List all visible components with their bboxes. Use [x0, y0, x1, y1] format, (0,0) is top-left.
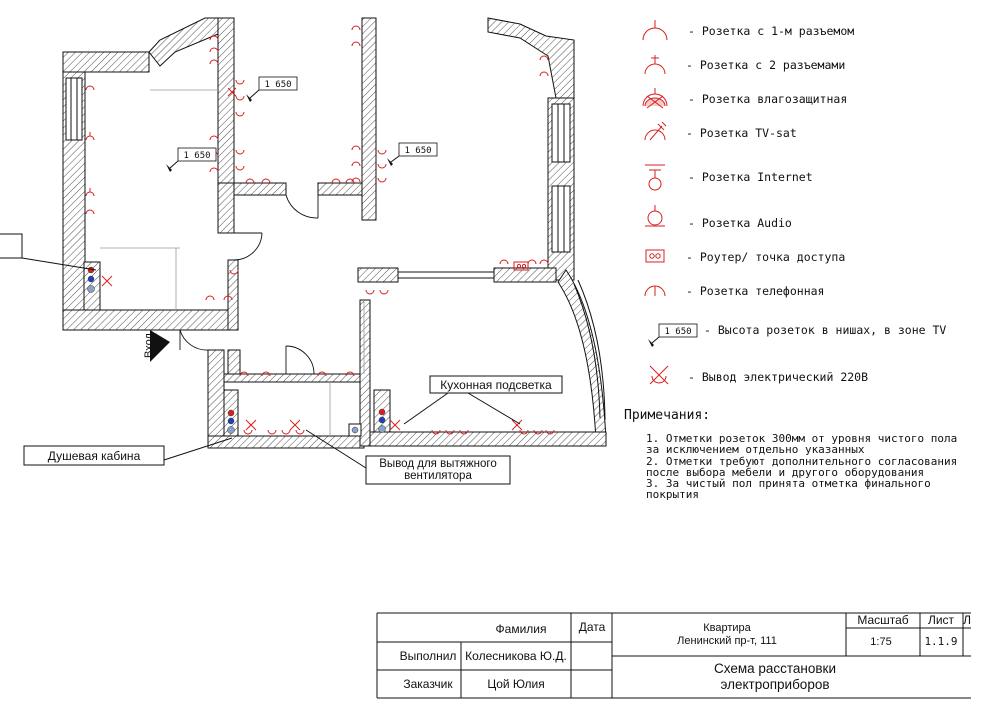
sheets-label: Л: [963, 613, 971, 627]
row-performed-label: Выполнил: [399, 649, 457, 663]
height-tag-2-text: 1 650: [183, 151, 211, 161]
notes-line-1: 1. Отметки розеток 300мм от уровня чистого пола: [646, 432, 958, 445]
socket-markers: [86, 26, 554, 434]
floor-plan: [0, 18, 606, 484]
title-block-text: [400, 613, 971, 692]
entrance-marker: [143, 330, 170, 362]
socket-audio-icon: [645, 205, 665, 226]
kitchen-light-callout-text: Кухонная подсветка: [440, 378, 552, 392]
row-customer-name: Цой Юлия: [487, 677, 545, 691]
height-tag-3-text: 1 650: [404, 146, 432, 156]
socket-phone-icon: [645, 286, 665, 296]
legend: [643, 20, 946, 384]
socket-single-icon: [643, 20, 667, 40]
legend-item-7: - Роутер/ точка доступа: [686, 250, 846, 264]
height-tag-1-text: 1 650: [264, 80, 292, 90]
object-line-1: Квартира: [703, 622, 751, 634]
entrance-label: Вход: [143, 333, 155, 358]
legend-item-3: - Розетка влагозащитная: [688, 92, 848, 106]
socket-double-icon: [645, 55, 665, 74]
notes-line-5: 3. За чистый пол принята отметка финального: [646, 477, 931, 490]
shower-callout: [24, 438, 232, 465]
legend-item-2: - Розетка с 2 разъемами: [686, 58, 846, 72]
legend-item-8: - Розетка телефонная: [686, 284, 825, 298]
row-customer-label: Заказчик: [403, 677, 453, 691]
legend-height-tag-text: 1 650: [664, 327, 692, 337]
notes-line-3: 2. Отметки требуют дополнительного согласования: [646, 455, 958, 468]
ventilator-callout-line1: Вывод для вытяжного: [379, 458, 497, 470]
notes-line-6: покрытия: [646, 488, 699, 501]
scale-value: 1:75: [870, 636, 892, 648]
legend-item-9: - Высота розеток в нишах, в зоне TV: [704, 323, 947, 337]
drawing-line-1: Схема расстановки: [713, 661, 837, 676]
legend-item-4: - Розетка TV-sat: [686, 126, 797, 140]
notes-title: Примечания:: [624, 408, 711, 423]
row-performed-name: Колесникова Ю.Д.: [465, 649, 567, 663]
sheet-label: Лист: [927, 613, 955, 627]
doors: [180, 195, 318, 374]
socket-height-icon: [648, 324, 697, 347]
height-tag-2: [166, 148, 216, 172]
socket-waterproof-icon: [643, 88, 667, 108]
height-tag-3: [387, 143, 437, 166]
legend-item-1: - Розетка с 1-м разъемом: [688, 24, 855, 38]
power-outlet-220v-icon: [650, 366, 668, 384]
router-icon: [646, 250, 664, 262]
col-date: Дата: [578, 620, 606, 634]
notes-line-2: за исключением отдельно указанных: [646, 443, 865, 456]
legend-item-6: - Розетка Audio: [688, 216, 792, 230]
kitchen-light-callout: [404, 376, 562, 424]
notes-line-4: после выбора мебели и другого оборудования: [646, 466, 925, 479]
height-tag-1: [246, 77, 297, 102]
shower-callout-text: Душевая кабина: [47, 449, 141, 463]
object-line-2: Ленинский пр-т, 111: [677, 635, 777, 647]
sheet-value: 1.1.9: [924, 635, 958, 648]
col-surname: Фамилия: [495, 622, 547, 636]
legend-item-5: - Розетка Internet: [688, 170, 813, 184]
legend-item-10: - Вывод электрический 220В: [688, 370, 869, 384]
ventilator-callout-line2: вентилятора: [404, 470, 472, 482]
drawing-line-2: электроприборов: [720, 677, 830, 692]
notes: [624, 408, 957, 501]
socket-internet-icon: [645, 165, 665, 190]
socket-tv-sat-icon: [645, 122, 666, 140]
scale-label: Масштаб: [857, 613, 909, 627]
